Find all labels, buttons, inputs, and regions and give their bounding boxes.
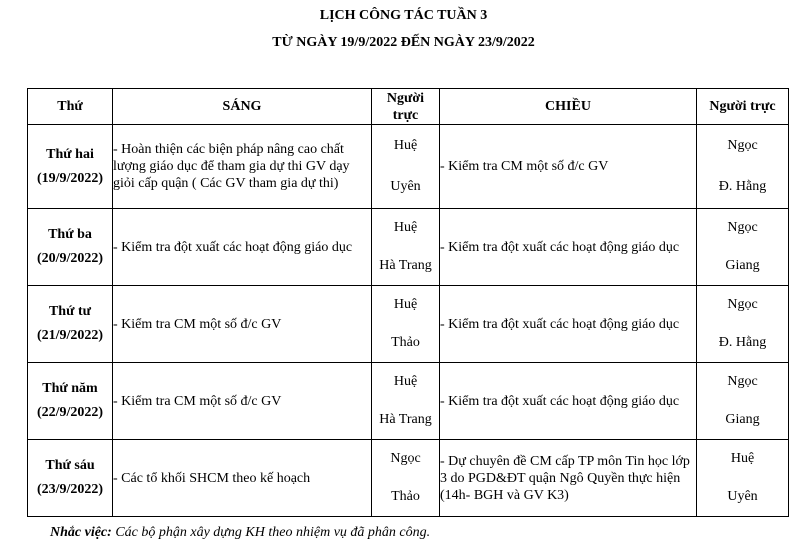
day-cell [28,440,113,517]
person-name: Đ. Hằng [718,179,767,195]
day-name: Thứ sáu [45,458,95,473]
header-morning: SÁNG [113,89,372,125]
person-name: Ngọc [727,137,758,153]
morning-task: - Hoàn thiện các biện pháp nâng cao chất lượng giáo dục để tham gia dự thi GV dạy giỏi cấp quận ( Các GV tham gia dự thi) [113,125,372,209]
morning-persons [372,286,440,363]
page-title: LỊCH CÔNG TÁC TUẦN 3 [319,8,488,23]
person-name: Thảo [391,489,420,504]
table-row [28,440,789,517]
day-name: Thứ hai [46,146,94,162]
person-name: Hà Trang [379,412,432,427]
afternoon-persons [697,286,789,363]
person-name: Huệ [730,451,755,466]
morning-task: - Kiểm tra CM một số đ/c GV [113,363,372,440]
person-name: Uyên [390,179,421,195]
person-name: Uyên [727,489,758,504]
person-name: Huệ [393,220,418,235]
afternoon-task: - Kiểm tra đột xuất các hoạt động giáo dục [440,209,697,286]
morning-persons [372,125,440,209]
person-name: Ngọc [727,220,758,235]
person-name: Huệ [393,297,418,312]
morning-task: - Các tổ khối SHCM theo kế hoạch [113,440,372,517]
table-row [28,286,789,363]
person-name: Hà Trang [379,258,432,273]
person-name: Giang [725,258,760,273]
header-person-afternoon: Người trực [697,89,789,125]
table-row [28,125,789,209]
header-person-morning-line1: Người [386,90,425,106]
person-name: Giang [725,412,760,427]
afternoon-persons [697,125,789,209]
day-cell [28,286,113,363]
person-name: Ngọc [727,374,758,389]
morning-persons [372,440,440,517]
day-name: Thứ tư [48,304,92,319]
day-date: (19/9/2022) [36,170,104,186]
afternoon-persons [697,440,789,517]
afternoon-task: - Kiểm tra CM một số đ/c GV [440,125,697,209]
table-row [28,363,789,440]
table-row [28,209,789,286]
day-name: Thứ ba [48,227,92,242]
person-name: Ngọc [727,297,758,312]
afternoon-persons [697,363,789,440]
day-date: (22/9/2022) [36,405,104,420]
header-afternoon: CHIỀU [440,89,697,125]
person-name: Huệ [393,137,418,153]
day-cell [28,125,113,209]
person-name: Thảo [391,335,420,350]
reminder-note [50,525,430,541]
person-name: Huệ [393,374,418,389]
reminder-label: Nhắc việc: [50,525,112,540]
header-person-morning [372,89,440,125]
day-cell [28,209,113,286]
afternoon-task: - Kiểm tra đột xuất các hoạt động giáo dục [440,363,697,440]
reminder-text: Các bộ phận xây dựng KH theo nhiệm vụ đã phân công. [111,525,431,540]
header-person-morning-line2: trực [392,107,419,123]
day-name: Thứ năm [42,381,98,396]
schedule-table [27,88,789,517]
afternoon-persons [697,209,789,286]
morning-persons [372,209,440,286]
person-name: Ngọc [390,451,421,466]
morning-persons [372,363,440,440]
day-date: (23/9/2022) [36,482,104,497]
day-date: (20/9/2022) [36,251,104,266]
morning-task: - Kiểm tra đột xuất các hoạt động giáo dục [113,209,372,286]
header-day: Thứ [28,89,113,125]
day-cell [28,363,113,440]
afternoon-task: - Dự chuyên đề CM cấp TP môn Tin học lớp 3 do PGD&ĐT quận Ngô Quyền thực hiện (14h- BGH và GV K3) [440,440,697,517]
page-subtitle: TỪ NGÀY 19/9/2022 ĐẾN NGÀY 23/9/2022 [272,35,535,50]
table-header-row [28,89,789,125]
person-name: Đ. Hằng [718,335,767,350]
afternoon-task: - Kiểm tra đột xuất các hoạt động giáo dục [440,286,697,363]
morning-task: - Kiểm tra CM một số đ/c GV [113,286,372,363]
day-date: (21/9/2022) [36,328,104,343]
